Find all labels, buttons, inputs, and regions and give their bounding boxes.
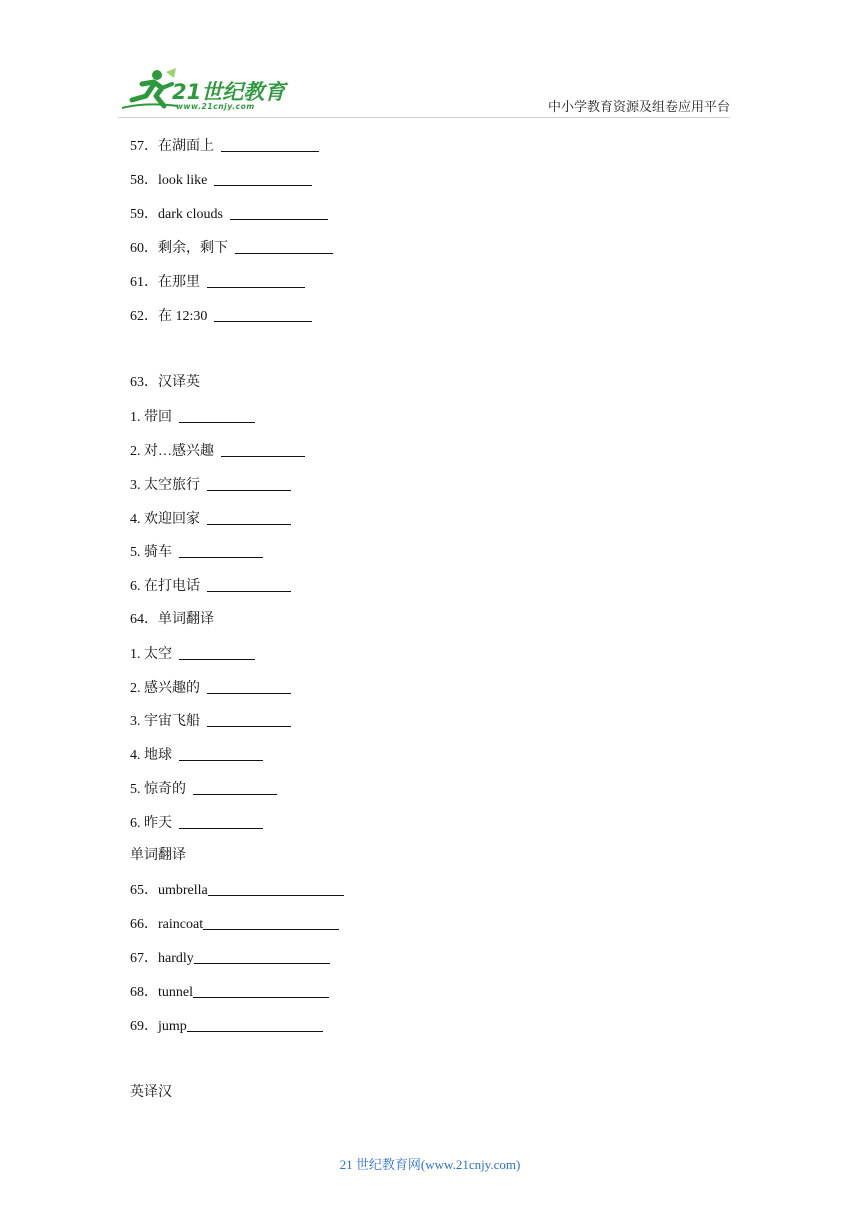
answer-blank[interactable] — [208, 881, 344, 896]
question-item — [130, 1017, 323, 1036]
question-item — [130, 307, 312, 326]
question-label: 57．在湖面上 — [130, 139, 214, 154]
logo-title: 21世纪教育 — [172, 80, 286, 104]
section-heading — [130, 1084, 172, 1102]
question-label: 2. 对…感兴趣 — [130, 444, 214, 459]
section-title: 64．单词翻译 — [130, 612, 214, 627]
question-item — [130, 543, 263, 562]
question-item — [130, 881, 344, 900]
page-header — [0, 0, 860, 120]
section-heading — [130, 374, 200, 392]
question-label: 6. 昨天 — [130, 816, 172, 831]
answer-blank[interactable] — [235, 239, 333, 254]
question-label: 61．在那里 — [130, 275, 200, 290]
question-label: 66．raincoat — [130, 917, 204, 932]
question-item — [130, 442, 305, 461]
question-item — [130, 814, 263, 833]
question-label: 4. 欢迎回家 — [130, 512, 200, 527]
answer-blank[interactable] — [187, 1017, 323, 1032]
question-item — [130, 780, 277, 799]
question-item — [130, 171, 312, 190]
answer-blank[interactable] — [194, 949, 330, 964]
question-item — [130, 949, 330, 968]
answer-blank[interactable] — [193, 983, 329, 998]
section-title: 63．汉译英 — [130, 375, 200, 390]
question-item — [130, 408, 255, 427]
question-label: 3. 太空旅行 — [130, 478, 200, 493]
question-item — [130, 746, 263, 765]
question-label: 59．dark clouds — [130, 207, 223, 222]
question-label: 3. 宇宙飞船 — [130, 714, 200, 729]
answer-blank[interactable] — [179, 746, 263, 761]
answer-blank[interactable] — [207, 510, 291, 525]
question-label: 4. 地球 — [130, 748, 172, 763]
question-item — [130, 476, 291, 495]
answer-blank[interactable] — [203, 915, 339, 930]
answer-blank[interactable] — [214, 171, 312, 186]
section-heading — [130, 847, 186, 865]
question-item — [130, 915, 339, 934]
question-item — [130, 983, 329, 1002]
answer-blank[interactable] — [193, 780, 277, 795]
answer-blank[interactable] — [230, 205, 328, 220]
question-label: 65．umbrella — [130, 883, 208, 898]
logo-url: www.21cnjy.com — [176, 102, 255, 111]
answer-blank[interactable] — [207, 476, 291, 491]
question-item — [130, 273, 305, 292]
question-label: 68．tunnel — [130, 985, 193, 1000]
question-label: 5. 惊奇的 — [130, 782, 186, 797]
question-label: 62．在 12:30 — [130, 309, 208, 324]
question-item — [130, 577, 291, 596]
answer-blank[interactable] — [179, 408, 255, 423]
header-divider — [118, 117, 730, 118]
question-label: 67．hardly — [130, 951, 194, 966]
section-title: 单词翻译 — [130, 848, 186, 863]
answer-blank[interactable] — [179, 814, 263, 829]
answer-blank[interactable] — [214, 307, 312, 322]
answer-blank[interactable] — [179, 645, 255, 660]
question-item — [130, 679, 291, 698]
site-logo[interactable] — [120, 66, 290, 116]
question-label: 6. 在打电话 — [130, 579, 200, 594]
question-item — [130, 137, 319, 156]
answer-blank[interactable] — [207, 679, 291, 694]
question-label: 60．剩余，剩下 — [130, 241, 228, 256]
question-label: 69．jump — [130, 1019, 187, 1034]
section-title: 英译汉 — [130, 1085, 172, 1100]
question-label: 5. 骑车 — [130, 545, 172, 560]
question-label: 1. 太空 — [130, 647, 172, 662]
question-label: 1. 带回 — [130, 410, 172, 425]
header-tagline: 中小学教育资源及组卷应用平台 — [547, 99, 730, 114]
page-footer[interactable]: 21 世纪教育网(www.21cnjy.com) — [339, 1157, 521, 1172]
answer-blank[interactable] — [221, 442, 305, 457]
question-item — [130, 239, 333, 258]
answer-blank[interactable] — [179, 543, 263, 558]
runner-logo-icon — [120, 66, 180, 116]
answer-blank[interactable] — [221, 137, 319, 152]
question-item — [130, 205, 328, 224]
question-item — [130, 510, 291, 529]
question-item — [130, 712, 291, 731]
question-label: 58．look like — [130, 173, 208, 188]
section-heading — [130, 611, 214, 629]
answer-blank[interactable] — [207, 712, 291, 727]
question-label: 2. 感兴趣的 — [130, 681, 200, 696]
answer-blank[interactable] — [207, 273, 305, 288]
answer-blank[interactable] — [207, 577, 291, 592]
question-item — [130, 645, 255, 664]
